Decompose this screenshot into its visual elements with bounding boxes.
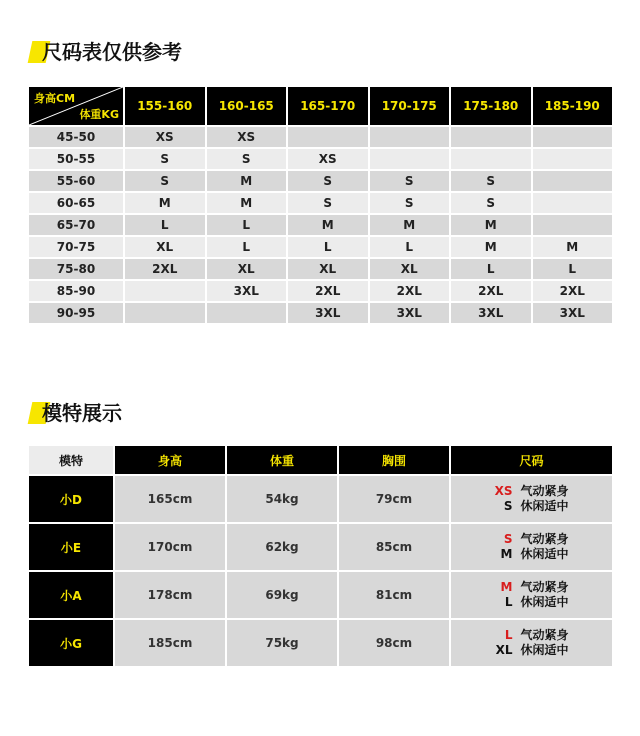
model-chest: 79cm: [339, 476, 449, 522]
size-cell: S: [288, 193, 368, 213]
height-column-header: 身高: [115, 446, 225, 474]
weight-cell: 65-70: [29, 215, 123, 235]
size-cell: XS: [288, 149, 368, 169]
model-name: 小E: [29, 524, 113, 570]
size-cell: 3XL: [370, 303, 450, 323]
sport-size-code: S: [503, 532, 513, 546]
size-cell: S: [125, 149, 205, 169]
size-cell: 2XL: [125, 259, 205, 279]
size-cell: XS: [207, 127, 287, 147]
casual-size-line: [451, 595, 612, 610]
height-column-header: 185-190: [533, 87, 613, 125]
casual-size-label: 休闲适中: [520, 499, 569, 513]
size-cell: L: [207, 215, 287, 235]
casual-size-label: 休闲适中: [520, 643, 569, 657]
weight-cell: 50-55: [29, 149, 123, 169]
sport-size-code: L: [504, 628, 513, 642]
size-chart-table: [27, 85, 614, 325]
models-header-row: [29, 446, 612, 474]
corner-weight-label: 体重KG: [79, 108, 119, 121]
table-row: [29, 281, 612, 301]
corner-height-label: 身高CM: [34, 92, 76, 105]
size-cell: XL: [125, 237, 205, 257]
size-column-header: 尺码: [451, 446, 612, 474]
model-weight: 69kg: [227, 572, 337, 618]
casual-size-code: S: [503, 499, 513, 513]
casual-size-line: [451, 643, 612, 658]
model-weight: 62kg: [227, 524, 337, 570]
casual-size-line: [451, 547, 612, 562]
model-row: [29, 524, 612, 570]
model-height: 185cm: [115, 620, 225, 666]
table-row: [29, 193, 612, 213]
corner-header-cell: [29, 87, 123, 125]
height-column-header: 155-160: [125, 87, 205, 125]
weight-cell: 85-90: [29, 281, 123, 301]
sport-size-label: 气动紧身: [520, 580, 569, 594]
size-cell: [125, 303, 205, 323]
table-row: [29, 237, 612, 257]
casual-size-code: XL: [495, 643, 513, 657]
size-cell: [533, 171, 613, 191]
sport-size-line: [451, 484, 612, 499]
model-size-cell: [451, 476, 612, 522]
size-cell: S: [370, 171, 450, 191]
model-row: [29, 620, 612, 666]
sport-size-line: [451, 580, 612, 595]
model-row: [29, 476, 612, 522]
weight-cell: 70-75: [29, 237, 123, 257]
model-height: 165cm: [115, 476, 225, 522]
size-cell: [370, 149, 450, 169]
height-column-header: 175-180: [451, 87, 531, 125]
sport-size-label: 气动紧身: [520, 532, 569, 546]
size-cell: [125, 281, 205, 301]
models-title-text: 模特展示: [42, 401, 122, 425]
size-cell: [533, 215, 613, 235]
casual-size-code: M: [500, 547, 513, 561]
size-cell: 2XL: [533, 281, 613, 301]
size-chart-header-row: [29, 87, 612, 125]
size-cell: L: [288, 237, 368, 257]
casual-size-label: 休闲适中: [520, 547, 569, 561]
size-cell: 3XL: [207, 281, 287, 301]
casual-size-line: [451, 499, 612, 514]
casual-size-code: L: [504, 595, 513, 609]
size-cell: XL: [207, 259, 287, 279]
size-cell: 3XL: [451, 303, 531, 323]
size-cell: M: [207, 193, 287, 213]
size-cell: [533, 149, 613, 169]
model-name: 小D: [29, 476, 113, 522]
size-cell: S: [451, 171, 531, 191]
size-cell: L: [207, 237, 287, 257]
sport-size-code: XS: [494, 484, 513, 498]
size-cell: 3XL: [533, 303, 613, 323]
size-chart-title-text: 尺码表仅供参考: [42, 40, 182, 64]
size-cell: S: [288, 171, 368, 191]
size-cell: M: [125, 193, 205, 213]
size-cell: S: [370, 193, 450, 213]
sport-size-label: 气动紧身: [520, 484, 569, 498]
model-chest: 98cm: [339, 620, 449, 666]
height-column-header: 160-165: [207, 87, 287, 125]
model-column-header: 模特: [29, 446, 113, 474]
size-cell: XL: [288, 259, 368, 279]
table-row: [29, 149, 612, 169]
size-cell: 3XL: [288, 303, 368, 323]
size-cell: [533, 193, 613, 213]
size-cell: L: [533, 259, 613, 279]
model-height: 170cm: [115, 524, 225, 570]
size-cell: M: [370, 215, 450, 235]
table-row: [29, 171, 612, 191]
height-column-header: 165-170: [288, 87, 368, 125]
table-row: [29, 127, 612, 147]
model-size-cell: [451, 572, 612, 618]
size-cell: S: [125, 171, 205, 191]
weight-cell: 90-95: [29, 303, 123, 323]
weight-cell: 55-60: [29, 171, 123, 191]
sport-size-label: 气动紧身: [520, 628, 569, 642]
model-size-cell: [451, 524, 612, 570]
size-cell: [288, 127, 368, 147]
model-size-cell: [451, 620, 612, 666]
size-cell: [207, 303, 287, 323]
sport-size-line: [451, 628, 612, 643]
weight-column-header: 体重: [227, 446, 337, 474]
models-table: [27, 444, 614, 668]
size-cell: M: [451, 237, 531, 257]
model-height: 178cm: [115, 572, 225, 618]
weight-cell: 45-50: [29, 127, 123, 147]
size-cell: M: [288, 215, 368, 235]
height-column-header: 170-175: [370, 87, 450, 125]
size-cell: XS: [125, 127, 205, 147]
size-cell: 2XL: [370, 281, 450, 301]
model-chest: 85cm: [339, 524, 449, 570]
size-cell: [451, 149, 531, 169]
model-weight: 54kg: [227, 476, 337, 522]
size-cell: [451, 127, 531, 147]
size-cell: 2XL: [451, 281, 531, 301]
size-cell: XL: [370, 259, 450, 279]
size-cell: M: [207, 171, 287, 191]
model-name: 小A: [29, 572, 113, 618]
size-cell: L: [451, 259, 531, 279]
size-cell: L: [125, 215, 205, 235]
casual-size-label: 休闲适中: [520, 595, 569, 609]
model-chest: 81cm: [339, 572, 449, 618]
model-weight: 75kg: [227, 620, 337, 666]
table-row: [29, 303, 612, 323]
table-row: [29, 259, 612, 279]
table-row: [29, 215, 612, 235]
chest-column-header: 胸围: [339, 446, 449, 474]
model-name: 小G: [29, 620, 113, 666]
size-cell: M: [451, 215, 531, 235]
sport-size-line: [451, 532, 612, 547]
size-cell: [533, 127, 613, 147]
size-cell: [370, 127, 450, 147]
size-cell: S: [451, 193, 531, 213]
size-cell: 2XL: [288, 281, 368, 301]
weight-cell: 75-80: [29, 259, 123, 279]
size-cell: S: [207, 149, 287, 169]
size-cell: M: [533, 237, 613, 257]
size-cell: L: [370, 237, 450, 257]
weight-cell: 60-65: [29, 193, 123, 213]
sport-size-code: M: [500, 580, 513, 594]
model-row: [29, 572, 612, 618]
